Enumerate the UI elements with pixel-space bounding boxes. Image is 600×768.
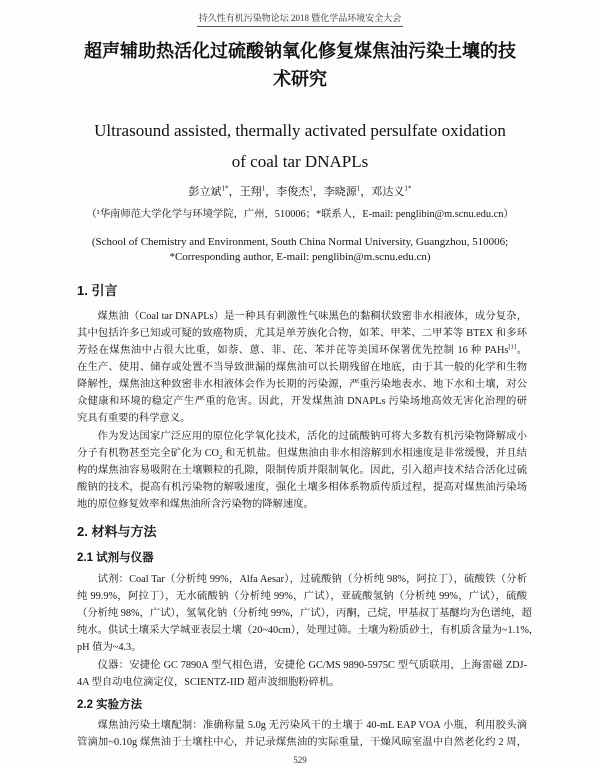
paragraph-line — [77, 445, 527, 462]
author-name: 李俊杰 — [276, 186, 310, 198]
line-text: 分子有机物甚至完全矿化为 CO — [77, 448, 219, 459]
paragraph-line: （分析纯 98%，广试），氢氧化钠（分析纯 99%，广试），丙酮，己烷，甲基叔丁基醚均为色谱纯，超 — [77, 608, 532, 619]
running-header-row — [0, 11, 600, 27]
author-affiliation-mark: 1 — [261, 184, 266, 193]
line-text: 芳烃在煤焦油中占很大比重，如萘、蒽、菲、芘、苯并芘等美国环保署优先控制 16 种 PAHs — [77, 345, 509, 356]
author-list — [0, 184, 600, 200]
affiliation-en-line-2: *Corresponding author, E-mail: penglibin@m.scnu.edu.cn) — [169, 251, 431, 263]
paragraph-reagents — [77, 571, 540, 656]
title-cn-line-1: 超声辅助热活化过硫酸钠氧化修复煤焦油污染土壤的技 — [84, 41, 516, 62]
citation-ref: [1] — [508, 343, 517, 351]
paragraph-line: 其中包括许多已知或可疑的致癌物质，尤其是单芳族化合物，如苯、甲苯、二甲苯等 BTEX 和多环 — [77, 328, 527, 339]
paragraph-line: 纯 99.9%，阿拉丁），无水硫酸钠（分析纯 99%，广试），亚硫酸氢钠（分析纯 99%，广试），硫酸 — [77, 591, 527, 602]
line-text: 。 — [516, 345, 528, 356]
author-name: 王翔 — [239, 186, 262, 198]
paragraph-line: 仪器：安捷伦 GC 7890A 型气相色谱，安捷伦 GC/MS 9890-5975C 型气质联用，上海雷磁 ZDJ- — [97, 660, 527, 671]
paragraph-line: 地的原位修复效率和煤焦油所含污染物的降解速度。 — [77, 499, 314, 510]
author-separator: ， — [265, 186, 277, 198]
paragraph-line: 众健康和环境的稳定产生严重的危害。因此，开发煤焦油 DNAPLs 污染场地高效无害化治理的研 — [77, 396, 527, 407]
running-header: 持久性有机污染物论坛 2018 暨化学品环境安全大会 — [197, 11, 404, 27]
author-affiliation-mark: 1 — [309, 184, 313, 193]
title-en-line-2: of coal tar DNAPLs — [231, 152, 369, 171]
paragraph-line: 煤焦油污染土壤配制：准确称量 5.0g 无污染风干的土壤于 40-mL EAP VOA 小瓶，利用胶头滴 — [97, 720, 527, 731]
paragraph-line: 酸钠的技术，提高有机污染物的解吸速度，强化土壤多相体系物质传质过程，提高对煤焦油污染场 — [77, 482, 527, 493]
subscript: 2 — [219, 454, 223, 462]
title-en-line-1: Ultrasound assisted, thermally activated persulfate oxidation — [94, 121, 506, 140]
line-text: 和无机盐。但煤焦油由非水相溶解到水相速度是非常缓慢，并且结 — [222, 448, 527, 459]
paragraph-line: 究具有重要的科学意义。 — [77, 413, 191, 424]
author-separator: ， — [228, 186, 240, 198]
paragraph-line: 作为发达国家广泛应用的原位化学氧化技术，活化的过硫酸钠可将大多数有机污染物降解成小 — [97, 431, 527, 442]
paragraph-line: 管滴加~0.10g 煤焦油于土壤柱中心，并记录煤焦油的实际重量，干燥风晾室温中自然老化约 2 周， — [77, 737, 527, 748]
affiliation-en-line-1: (School of Chemistry and Environment, South China Normal University, Guangzhou, 510006; — [91, 236, 509, 248]
paragraph-line — [77, 342, 527, 359]
affiliation-cn: （¹华南师范大学化学与环境学院，广州，510006；*联系人，E-mail: penglibin@m.scnu.edu.cn） — [86, 209, 514, 220]
paragraph-methods — [77, 717, 527, 751]
author-affiliation-mark: 1* — [221, 184, 229, 193]
section-heading-materials-methods: 2. 材料与方法 — [77, 524, 157, 539]
paragraph-line: 降解性，煤焦油这种致密非水相液体会作为长期的污染源，严重污染地表水、地下水和土壤，对公 — [77, 379, 527, 390]
author-affiliation-mark: 1 — [356, 184, 361, 193]
paragraph-instruments — [77, 657, 527, 691]
paragraph-line: 煤焦油（Coal tar DNAPLs）是一种具有刺激性气味黑色的黏稠状致密非水相液体，成分复杂， — [97, 311, 527, 322]
subsection-heading-reagents: 2.1 试剂与仪器 — [77, 552, 154, 564]
author-separator: ， — [312, 186, 324, 198]
author-affiliation-mark: 1* — [404, 184, 412, 193]
author-name: 邓达义 — [371, 186, 405, 198]
page-number: 529 — [293, 755, 307, 765]
paragraph-line: pH 值为~4.3。 — [77, 642, 142, 653]
subsection-heading-methods: 2.2 实验方法 — [77, 699, 143, 711]
author-separator: ， — [360, 186, 372, 198]
paragraph-line: 在生产、使用、储存或处置不当导致泄漏的煤焦油可以长期残留在地底，由于其一般的化学和生物 — [77, 362, 527, 373]
section-heading-introduction: 1. 引言 — [77, 283, 118, 298]
author-name: 李晓源 — [323, 186, 357, 198]
paragraph-line: 纯水。供试土壤采大学城亚表层土壤（20~40cm），处理过筛。土壤为粉质砂土，有机质含量为~1.1%， — [77, 625, 540, 636]
paragraph-intro-2 — [77, 428, 527, 513]
paragraph-line: 4A 型自动电位滴定仪，SCIENTZ-IID 超声波细胞粉碎机。 — [77, 677, 340, 688]
paragraph-line: 构的煤焦油容易吸附在土壤颗粒的孔隙，限制传质并限制氧化。因此，引入超声技术结合活化过硫 — [77, 465, 527, 476]
paragraph-line: 试剂：Coal Tar（分析纯 99%，Alfa Aesar），过硫酸钠（分析纯 98%，阿拉丁），硫酸铁（分析 — [97, 574, 527, 585]
paragraph-intro-1 — [77, 308, 527, 427]
author-name: 彭立斌 — [188, 186, 222, 198]
title-cn-line-2: 术研究 — [273, 69, 327, 90]
